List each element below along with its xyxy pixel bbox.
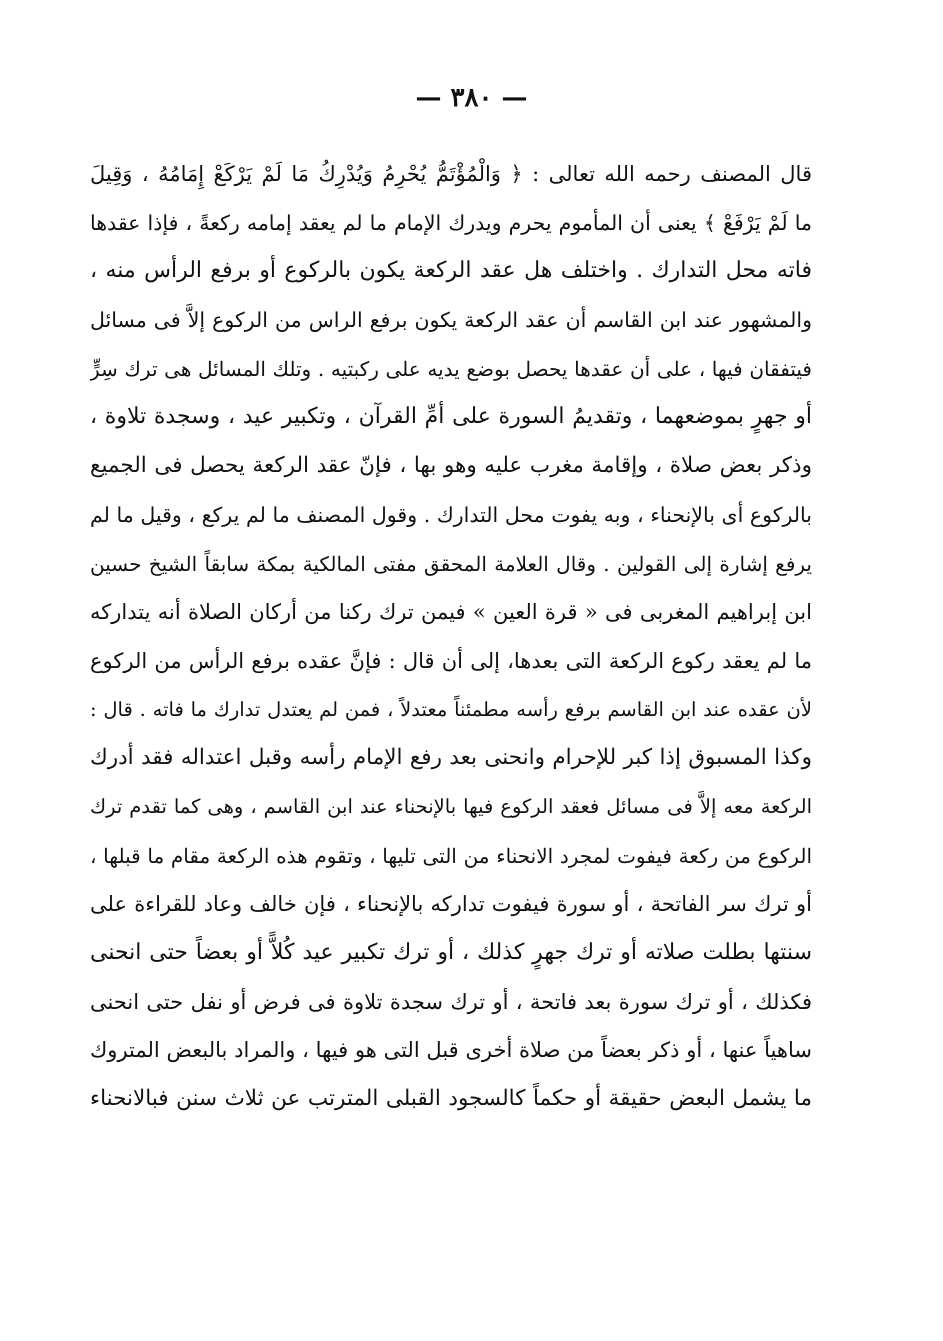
text-line: ما لَمْ يَرْفَعْ ﴾ يعنى أن المأموم يحرم ويدرك الإمام ما لم يعقد إمامه ركعةً ، فإذا عقدها bbox=[90, 210, 812, 235]
text-line: سنتها بطلت صلاته أو ترك جهرٍ كذلك ، أو ترك تكبير عيد كُلاًّ أو بعضاً حتى انحنى bbox=[90, 940, 812, 965]
text-line: وكذا المسبوق إذا كبر للإحرام وانحنى بعد رفع الإمام رأسه وقبل اعتداله فقد أدرك bbox=[90, 745, 812, 771]
text-line: فكذلك ، أو ترك سورة بعد فاتحة ، أو ترك سجدة تلاوة فى فرض أو نفل حتى انحنى bbox=[90, 989, 812, 1014]
text-line: الركوع من ركعة فيفوت لمجرد الانحناء من التى تليها ، وتقوم هذه الركعة مقام ما قبلها ، bbox=[90, 843, 812, 868]
text-line: أو جهرٍ بموضعهما ، وتقديمُ السورة على أمِّ القرآن ، وتكبير عيد ، وسجدة تلاوة ، bbox=[90, 404, 812, 430]
text-line: الركعة معه إلاَّ فى مسائل فعقد الركوع فيها بالإنحناء عند ابن القاسم ، وهى كما تقدم ترك bbox=[90, 794, 812, 818]
text-line: ما يشمل البعض حقيقة أو حكماً كالسجود القبلى المترتب عن ثلاث سنن فبالانحناء bbox=[90, 1086, 812, 1112]
page-number: — ٣٨٠ — bbox=[415, 83, 528, 113]
text-line: وذكر بعض صلاة ، وإقامة مغرب عليه وهو بها ، فإنّ عقد الركعة يحصل فى الجميع bbox=[90, 453, 812, 479]
text-line: بالركوع أى بالإنحناء ، وبه يفوت محل التدارك . وقول المصنف ما لم يركع ، وقيل ما لم bbox=[90, 502, 812, 527]
text-line: فاته محل التدارك . واختلف هل عقد الركعة يكون بالركوع أو برفع الرأس منه ، bbox=[90, 258, 812, 284]
text-line: والمشهور عند ابن القاسم أن عقد الركعة يكون برفع الراس من الركوع إلاَّ فى مسائل bbox=[90, 308, 812, 333]
text-line: فيتفقان فيها ، على أن عقدها يحصل بوضع يديه على ركبتيه . وتلك المسائل هى ترك سِرٍّ bbox=[90, 356, 812, 381]
text-line: ابن إبراهيم المغربى فى « قرة العين » فيمن ترك ركنا من أركان الصلاة أنه يتداركه bbox=[90, 600, 812, 625]
text-line: ساهياً عنها ، أو ذكر بعضاً من صلاة أخرى قبل التى هو فيها ، والمراد بالبعض المتروك bbox=[90, 1038, 812, 1063]
text-line: يرفع إشارة إلى القولين . وقال العلامة المحقق مفتى المالكية بمكة سابقاً الشيخ حسين bbox=[90, 551, 812, 576]
text-line: ما لم يعقد ركوع الركعة التى بعدها، إلى أن قال : فإنَّ عقده برفع الرأس من الركوع bbox=[90, 648, 812, 673]
text-line: قال المصنف رحمه الله تعالى : ﴿ وَالْمُؤْتَمُّ يُحْرِمُ وَيُدْرِكُ مَا لَمْ يَرْكَعْ إِمَامُهُ ، وَقِيلَ bbox=[90, 162, 812, 186]
text-line: أو ترك سر الفاتحة ، أو سورة فيفوت تداركه بالإنحناء ، فإن خالف وعاد للقراءة على bbox=[90, 892, 812, 917]
body-text bbox=[90, 150, 812, 1124]
text-line: لأن عقده عند ابن القاسم برفع رأسه مطمئناً معتدلاً ، فمن لم يعتدل تدارك ما فاته . قال : bbox=[90, 697, 812, 721]
